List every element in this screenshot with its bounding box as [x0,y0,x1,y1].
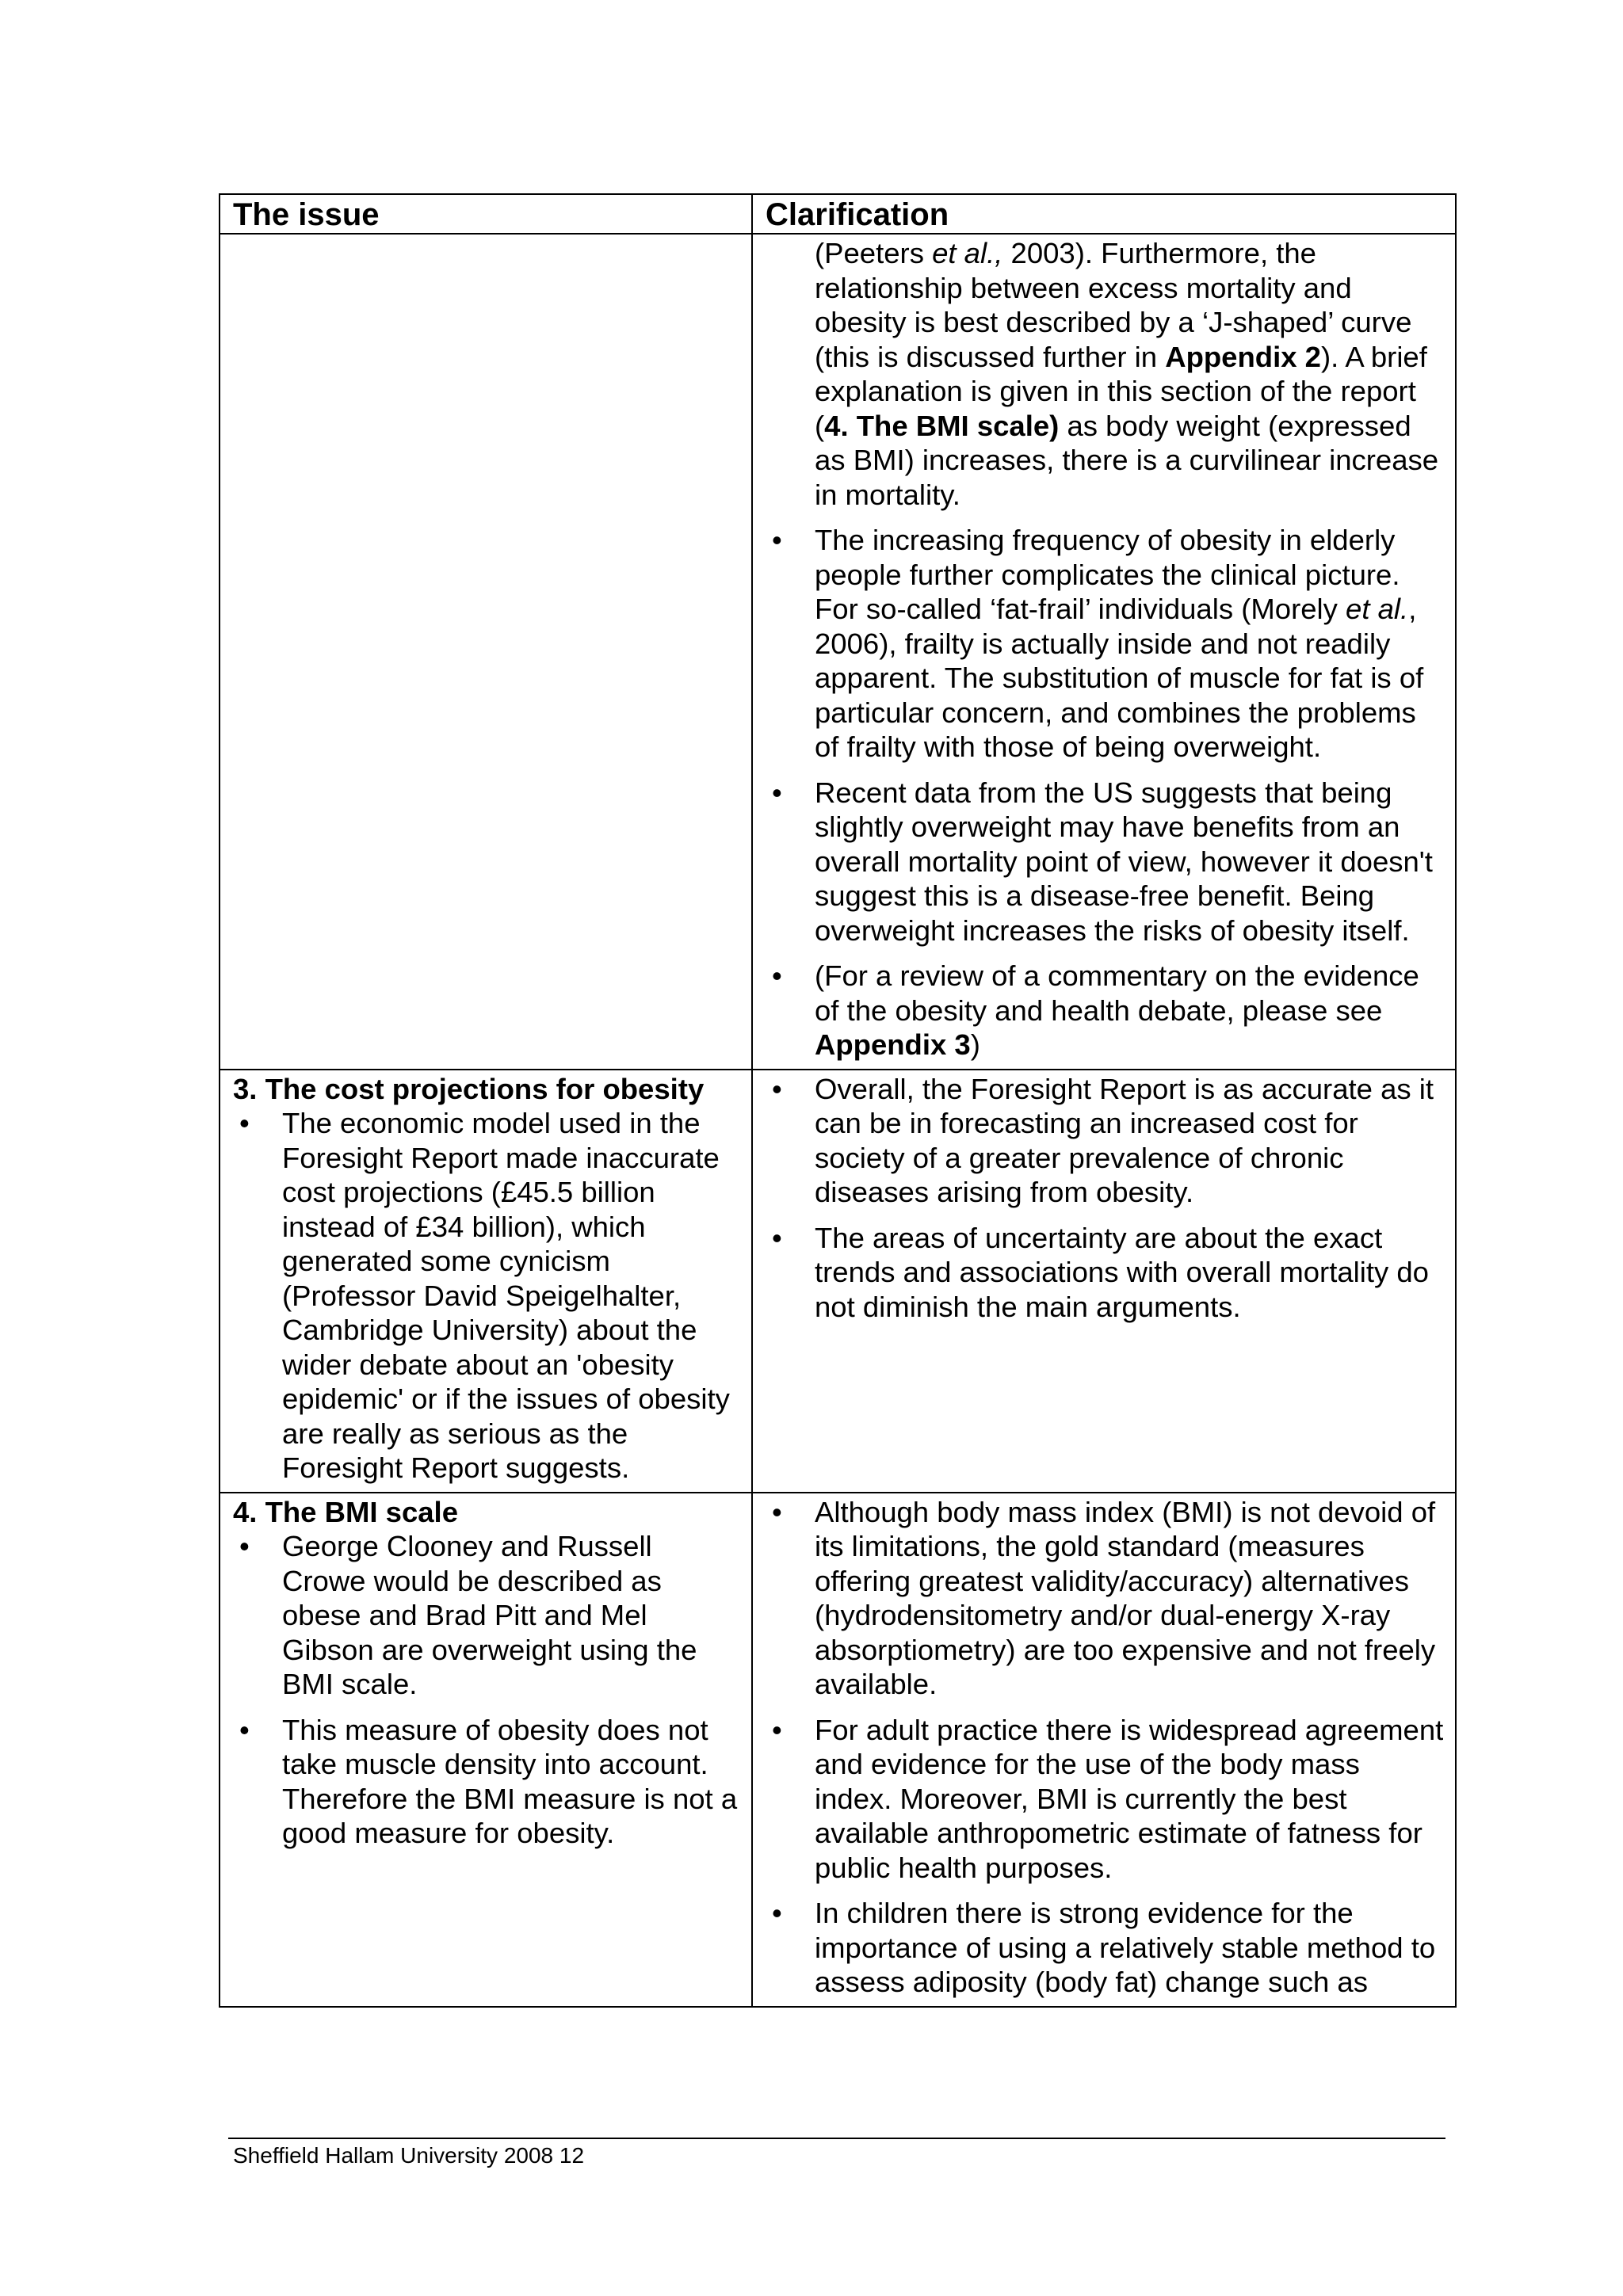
bullet-icon: • [772,1713,782,1746]
header-issue: The issue [220,194,752,234]
issue-title: 4. The BMI scale [233,1495,458,1528]
footer-divider [228,2138,1445,2139]
table-row [220,234,1456,1070]
list-item: • For adult practice there is widespread agreement and evidence for the use of the body mass index. Moreover, BMI is currently the best available anthropometric estimate of fatness for public health purposes. [772,1713,1444,1884]
list-item: • (For a review of a commentary on the evidence of the obesity and health debate, please see Appendix 3) [772,959,1419,1061]
table-row [220,1493,1456,2007]
issue-cell [220,1070,752,1493]
continuation-paragraph: (Peeters et al., 2003). Furthermore, the relationship between excess mortality and obesity is best described by a ‘J-shaped’ curve (this is discussed further in Appendix 2). A brief explanation is given in this section of the report (4. The BMI scale) as body weight (expressed as BMI) increases, there is a curvilinear increase in mortality. [815,237,1439,511]
issue-cell [220,1493,752,2007]
bullet-icon: • [239,1107,250,1139]
clarification-cell [752,1070,1456,1493]
bullet-icon: • [772,1072,782,1105]
bullet-icon: • [239,1713,250,1746]
list-item: • The areas of uncertainty are about the exact trends and associations with overall mortality do not diminish the main arguments. [772,1221,1429,1323]
bullet-icon: • [772,1897,782,1929]
bullet-icon: • [772,524,782,556]
list-item: • George Clooney and Russell Crowe would be described as obese and Brad Pitt and Mel Gibson are overweight using the BMI scale. [239,1530,697,1700]
issues-table [219,193,1457,2008]
list-item: • In children there is strong evidence for the importance of using a relatively stable method to assess adiposity (body fat) change such as [772,1897,1436,1998]
list-item: • The economic model used in the Foresight Report made inaccurate cost projections (£45.5 billion instead of £34 billion), which generated some cynicism (Professor David Speigelhalter, Cambridge University) about the wider debate about an 'obesity epidemic' or if the issues of obesity are really as serious as the Foresight Report suggests. [239,1107,730,1484]
table-row [220,1070,1456,1493]
list-item: • Although body mass index (BMI) is not devoid of its limitations, the gold standard (measures offering greatest validity/accuracy) alternatives (hydrodensitometry and/or dual-energy X-ray absorptiometry) are too expensive and not freely available. [772,1495,1436,1700]
list-item: • Recent data from the US suggests that being slightly overweight may have benefits from an overall mortality point of view, however it doesn't suggest this is a disease-free benefit. Being overweight increases the risks of obesity itself. [772,776,1433,947]
bullet-icon: • [239,1530,250,1562]
issue-title: 3. The cost projections for obesity [233,1072,705,1105]
list-item: • This measure of obesity does not take muscle density into account. Therefore the BMI measure is not a good measure for obesity. [239,1713,738,1849]
header-clarification: Clarification [752,194,1456,234]
issue-cell-empty [220,234,752,1070]
footer-text: Sheffield Hallam University 2008 12 [233,2143,585,2168]
list-item: • The increasing frequency of obesity in elderly people further complicates the clinical picture. For so-called ‘fat-frail’ individuals (Morely et al., 2006), frailty is actually inside and not readily apparent. The substitution of muscle for fat is of particular concern, and combines the problems of frailty with those of being overweight. [772,524,1424,763]
bullet-icon: • [772,959,782,992]
bullet-icon: • [772,1495,782,1528]
table-header-row [220,194,1456,234]
clarification-cell [752,234,1456,1070]
list-item: • Overall, the Foresight Report is as accurate as it can be in forecasting an increased cost for society of a greater prevalence of chronic diseases arising from obesity. [772,1072,1434,1208]
bullet-icon: • [772,776,782,809]
clarification-cell [752,1493,1456,2007]
bullet-icon: • [772,1221,782,1254]
